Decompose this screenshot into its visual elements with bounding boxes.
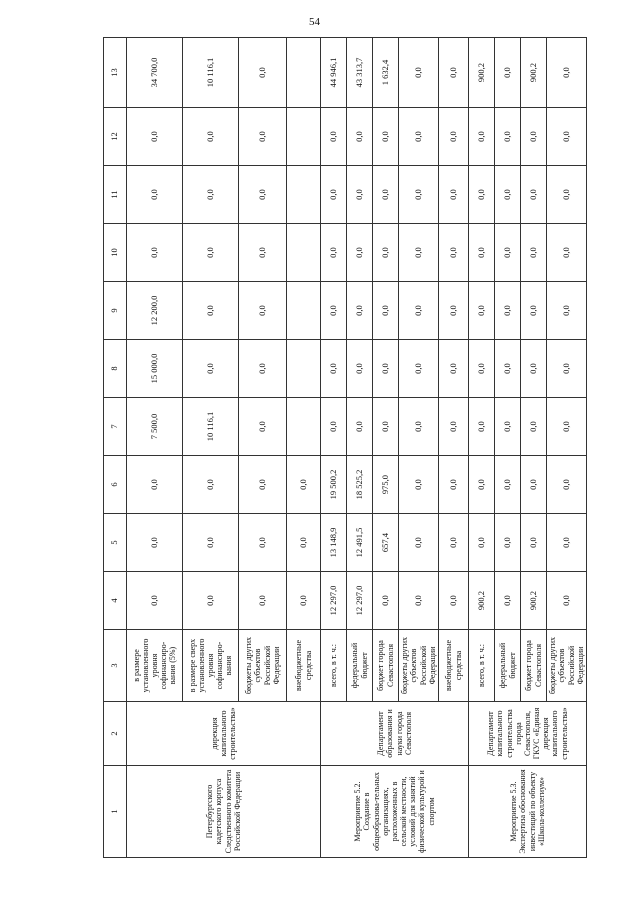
amount-cell: 0,0 — [127, 166, 183, 224]
amount-cell: 0,0 — [239, 224, 287, 282]
amount-cell: 43 313,7 — [347, 38, 373, 108]
amount-cell: 0,0 — [495, 166, 521, 224]
amount-cell: 0,0 — [547, 456, 587, 514]
amount-cell: 0,0 — [495, 340, 521, 398]
amount-cell: 0,0 — [399, 340, 439, 398]
amount-cell: 12 200,0 — [127, 282, 183, 340]
funding-source-cell: всего, в т. ч.: — [321, 630, 347, 702]
amount-cell: 0,0 — [521, 166, 547, 224]
amount-cell: 44 946,1 — [321, 38, 347, 108]
amount-cell: 0,0 — [495, 456, 521, 514]
amount-cell — [287, 38, 321, 108]
amount-cell: 0,0 — [399, 398, 439, 456]
amount-cell: 0,0 — [521, 282, 547, 340]
amount-cell: 0,0 — [469, 340, 495, 398]
amount-cell — [287, 398, 321, 456]
column-header: 1 — [104, 766, 127, 858]
activity-name-cell: Мероприятие 5.3. Экспертиза обоснования инвестиций по объекту «Школа-коллегиум» — [469, 766, 587, 858]
amount-cell: 0,0 — [347, 398, 373, 456]
amount-cell: 0,0 — [183, 108, 239, 166]
executor-cell: Департамент капитального строительства города Севастополя, ГКУС «Единая дирекция капитального строительства» — [469, 702, 587, 766]
rotated-table-container — [103, 38, 585, 858]
amount-cell: 0,0 — [439, 572, 469, 630]
amount-cell: 0,0 — [373, 572, 399, 630]
amount-cell: 0,0 — [439, 224, 469, 282]
amount-cell: 0,0 — [287, 514, 321, 572]
funding-source-cell: бюджеты других субъектов Российской Федерации — [239, 630, 287, 702]
amount-cell: 0,0 — [521, 224, 547, 282]
amount-cell: 0,0 — [321, 166, 347, 224]
amount-cell: 0,0 — [469, 456, 495, 514]
amount-cell: 975,0 — [373, 456, 399, 514]
table-row — [127, 38, 183, 858]
amount-cell: 0,0 — [399, 108, 439, 166]
amount-cell: 0,0 — [399, 514, 439, 572]
column-header: 12 — [104, 108, 127, 166]
amount-cell: 0,0 — [547, 38, 587, 108]
amount-cell: 0,0 — [373, 166, 399, 224]
amount-cell: 0,0 — [399, 224, 439, 282]
amount-cell: 0,0 — [239, 340, 287, 398]
amount-cell: 12 297,0 — [321, 572, 347, 630]
amount-cell: 0,0 — [439, 340, 469, 398]
amount-cell: 0,0 — [521, 398, 547, 456]
amount-cell: 0,0 — [373, 108, 399, 166]
column-header: 7 — [104, 398, 127, 456]
column-header: 9 — [104, 282, 127, 340]
amount-cell: 0,0 — [495, 572, 521, 630]
amount-cell: 15 000,0 — [127, 340, 183, 398]
amount-cell: 0,0 — [287, 456, 321, 514]
amount-cell: 0,0 — [373, 224, 399, 282]
amount-cell: 0,0 — [239, 514, 287, 572]
amount-cell — [287, 166, 321, 224]
amount-cell: 0,0 — [239, 38, 287, 108]
activity-name-cell: Мероприятие 5.2. Создание в общеобразова-тельных организациях, расположенных в сельской местности, условий для занятий физической культурой и спортом — [321, 766, 469, 858]
amount-cell: 0,0 — [547, 572, 587, 630]
funding-source-cell: бюджеты других субъектов Российской Федерации — [399, 630, 439, 702]
amount-cell: 0,0 — [347, 166, 373, 224]
amount-cell: 0,0 — [321, 340, 347, 398]
amount-cell: 0,0 — [521, 514, 547, 572]
amount-cell: 0,0 — [183, 224, 239, 282]
amount-cell: 0,0 — [469, 398, 495, 456]
amount-cell: 0,0 — [183, 340, 239, 398]
funding-source-cell: внебюджетные средства — [287, 630, 321, 702]
amount-cell: 0,0 — [547, 108, 587, 166]
amount-cell: 0,0 — [347, 340, 373, 398]
amount-cell: 0,0 — [469, 166, 495, 224]
column-header: 5 — [104, 514, 127, 572]
column-header: 6 — [104, 456, 127, 514]
amount-cell: 0,0 — [439, 514, 469, 572]
amount-cell: 0,0 — [347, 282, 373, 340]
amount-cell: 0,0 — [239, 282, 287, 340]
column-header: 3 — [104, 630, 127, 702]
amount-cell: 0,0 — [495, 224, 521, 282]
funding-source-cell: всего, в т. ч.: — [469, 630, 495, 702]
amount-cell: 900,2 — [469, 38, 495, 108]
amount-cell: 0,0 — [127, 514, 183, 572]
amount-cell: 900,2 — [521, 38, 547, 108]
funding-source-cell: в размере установленного уровня софинансиро-вания (5%) — [127, 630, 183, 702]
column-header: 4 — [104, 572, 127, 630]
amount-cell — [287, 282, 321, 340]
amount-cell: 10 116,1 — [183, 38, 239, 108]
amount-cell: 0,0 — [495, 398, 521, 456]
executor-cell: дирекция капитального строительства» — [127, 702, 321, 766]
financing-table — [103, 37, 587, 858]
amount-cell: 900,2 — [521, 572, 547, 630]
column-header: 8 — [104, 340, 127, 398]
page-number: 54 — [309, 16, 320, 28]
amount-cell: 0,0 — [469, 282, 495, 340]
amount-cell: 0,0 — [239, 456, 287, 514]
amount-cell: 0,0 — [321, 398, 347, 456]
column-header: 11 — [104, 166, 127, 224]
amount-cell: 0,0 — [439, 108, 469, 166]
amount-cell: 0,0 — [399, 456, 439, 514]
amount-cell: 0,0 — [183, 456, 239, 514]
amount-cell: 0,0 — [321, 108, 347, 166]
amount-cell: 0,0 — [547, 514, 587, 572]
funding-source-cell: бюджет города Севастополя — [373, 630, 399, 702]
amount-cell — [287, 224, 321, 282]
amount-cell: 0,0 — [399, 38, 439, 108]
amount-cell: 0,0 — [321, 224, 347, 282]
funding-source-cell: в размере сверх установленного уровня софинансиро-вания — [183, 630, 239, 702]
amount-cell: 0,0 — [547, 224, 587, 282]
amount-cell: 0,0 — [183, 572, 239, 630]
amount-cell: 0,0 — [127, 456, 183, 514]
amount-cell: 12 491,5 — [347, 514, 373, 572]
amount-cell: 0,0 — [347, 224, 373, 282]
amount-cell: 0,0 — [547, 166, 587, 224]
amount-cell: 0,0 — [399, 166, 439, 224]
column-header: 13 — [104, 38, 127, 108]
amount-cell: 0,0 — [469, 108, 495, 166]
amount-cell: 0,0 — [439, 38, 469, 108]
amount-cell: 900,2 — [469, 572, 495, 630]
column-header: 10 — [104, 224, 127, 282]
amount-cell: 0,0 — [547, 282, 587, 340]
amount-cell: 0,0 — [373, 398, 399, 456]
amount-cell: 19 500,2 — [321, 456, 347, 514]
amount-cell: 34 700,0 — [127, 38, 183, 108]
amount-cell: 12 297,0 — [347, 572, 373, 630]
amount-cell: 0,0 — [127, 572, 183, 630]
amount-cell: 0,0 — [469, 514, 495, 572]
amount-cell: 0,0 — [183, 166, 239, 224]
amount-cell: 0,0 — [239, 398, 287, 456]
amount-cell: 0,0 — [495, 38, 521, 108]
activity-name-cell: Петербургского кадетского корпуса Следственного комитета Российской Федерации — [127, 766, 321, 858]
amount-cell: 18 525,2 — [347, 456, 373, 514]
amount-cell: 0,0 — [547, 340, 587, 398]
table-header-row — [104, 38, 127, 858]
funding-source-cell: бюджет города Севастополя — [521, 630, 547, 702]
amount-cell: 0,0 — [439, 398, 469, 456]
amount-cell: 7 500,0 — [127, 398, 183, 456]
amount-cell: 0,0 — [127, 224, 183, 282]
amount-cell: 0,0 — [439, 166, 469, 224]
funding-source-cell: бюджеты других субъектов Российской Федерации — [547, 630, 587, 702]
amount-cell: 0,0 — [347, 108, 373, 166]
amount-cell: 0,0 — [321, 282, 347, 340]
amount-cell: 13 148,9 — [321, 514, 347, 572]
amount-cell: 0,0 — [399, 282, 439, 340]
amount-cell: 1 632,4 — [373, 38, 399, 108]
amount-cell: 0,0 — [521, 340, 547, 398]
amount-cell: 0,0 — [373, 282, 399, 340]
amount-cell: 0,0 — [547, 398, 587, 456]
amount-cell: 10 116,1 — [183, 398, 239, 456]
amount-cell: 0,0 — [521, 456, 547, 514]
amount-cell: 0,0 — [239, 108, 287, 166]
funding-source-cell: федеральный бюджет — [347, 630, 373, 702]
table-row — [469, 38, 495, 858]
table-row — [321, 38, 347, 858]
amount-cell: 0,0 — [239, 572, 287, 630]
amount-cell: 0,0 — [127, 108, 183, 166]
table-body — [127, 38, 587, 858]
column-header: 2 — [104, 702, 127, 766]
funding-source-cell: внебюджетные средства — [439, 630, 469, 702]
funding-source-cell: федеральный бюджет — [495, 630, 521, 702]
amount-cell — [287, 340, 321, 398]
amount-cell: 0,0 — [521, 108, 547, 166]
amount-cell: 0,0 — [439, 282, 469, 340]
executor-cell: Департамент образования и науки города Севастополя — [321, 702, 469, 766]
amount-cell: 0,0 — [399, 572, 439, 630]
amount-cell: 0,0 — [287, 572, 321, 630]
amount-cell: 0,0 — [495, 108, 521, 166]
amount-cell: 0,0 — [239, 166, 287, 224]
amount-cell: 0,0 — [495, 282, 521, 340]
amount-cell: 0,0 — [495, 514, 521, 572]
amount-cell: 0,0 — [183, 282, 239, 340]
amount-cell: 0,0 — [373, 340, 399, 398]
amount-cell: 0,0 — [469, 224, 495, 282]
amount-cell: 657,4 — [373, 514, 399, 572]
amount-cell: 0,0 — [183, 514, 239, 572]
amount-cell: 0,0 — [439, 456, 469, 514]
amount-cell — [287, 108, 321, 166]
